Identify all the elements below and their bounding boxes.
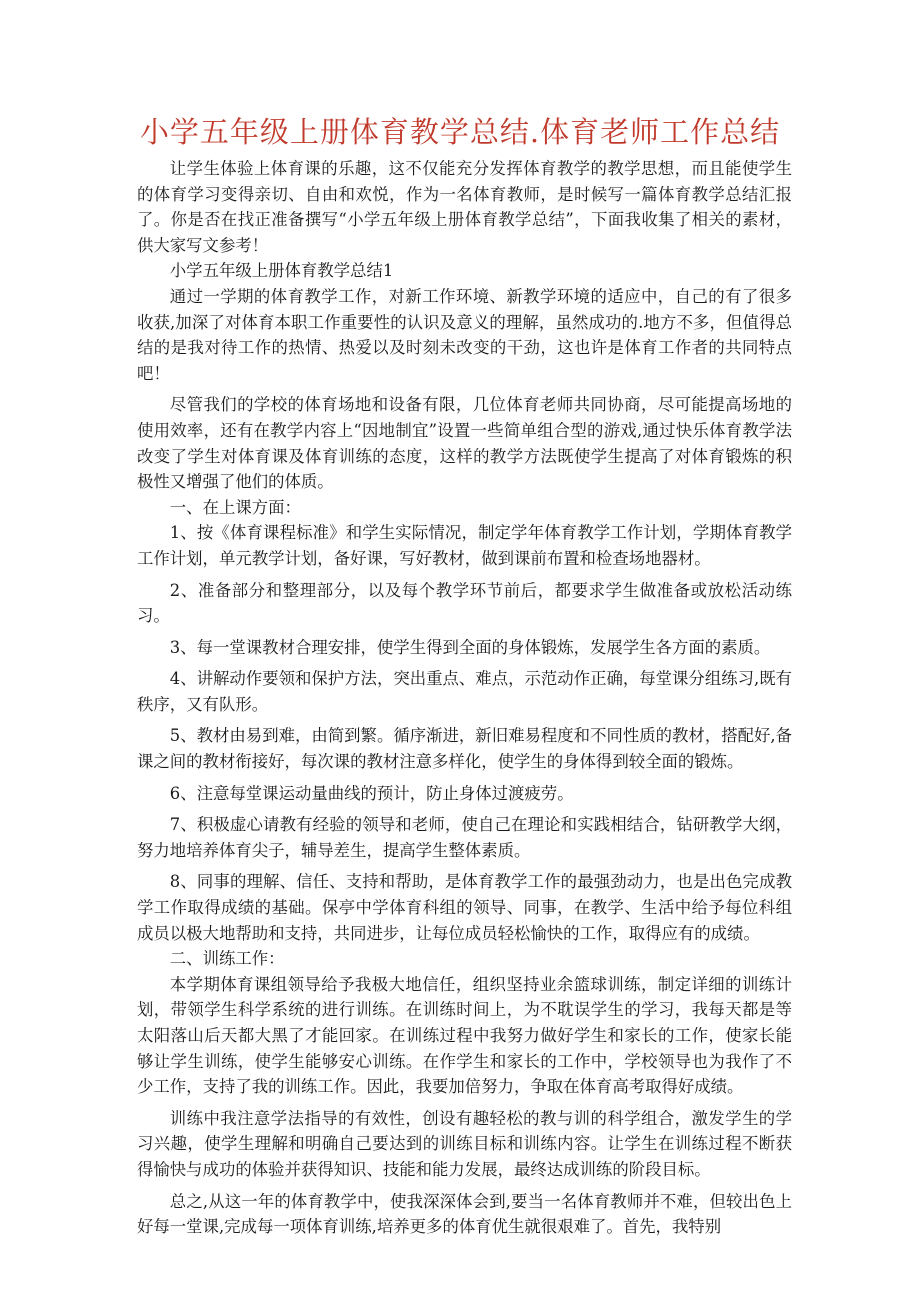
list-item: 1、按《体育课程标准》和学生实际情况，制定学年体育教学工作计划，学期体育教学工作计划，单元教学计划，备好课，写好教材，做到课前布置和检查场地器材。 <box>137 523 792 568</box>
section-heading: 二、训练工作： <box>169 949 285 969</box>
body-paragraph: 训练中我注意学法指导的有效性，创设有趣轻松的教与训的科学组合，激发学生的学习兴趣，使学生理解和明确自己要达到的训练目标和训练内容。让学生在训练过程不断获得愉快与成功的体验并获得知识、技能和能力发展，最终达成训练的阶段目标。 <box>137 1108 792 1179</box>
list-item: 4、讲解动作要领和保护方法，突出重点、难点，示范动作正确，每堂课分组练习,既有秩序，又有队形。 <box>137 669 792 714</box>
document-title: 小学五年级上册体育教学总结.体育老师工作总结 <box>139 115 781 149</box>
body-paragraph: 尽管我们的学校的体育场地和设备有限，几位体育老师共同协商，尽可能提高场地的使用效率，还有在教学内容上“因地制宜”设置一些简单组合型的游戏,通过快乐体育教学法改变了学生对体育课及体育训练的态度，这样的教学方法既使学生提高了对体育锻炼的积极性又增强了他们的体质。 <box>137 395 792 492</box>
list-item: 2、准备部分和整理部分，以及每个教学环节前后，都要求学生做准备或放松活动练习。 <box>137 580 792 626</box>
list-item: 8、同事的理解、信任、支持和帮助，是体育教学工作的最强劲动力，也是出色完成教学工作取得成绩的基础。保亭中学体育科组的领导、同事，在教学、生活中给予每位科组成员以极大地帮助和支持，共同进步，让每位成员轻松愉快的工作，取得应有的成绩。 <box>137 872 792 943</box>
list-item: 7、积极虚心请教有经验的领导和老师，使自己在理论和实践相结合，钻研教学大纲，努力地培养体育尖子，辅导差生，提高学生整体素质。 <box>137 815 792 860</box>
list-item: 6、注意每堂课运动量曲线的预计，防止身体过渡疲劳。 <box>169 783 574 803</box>
document-body <box>137 156 792 1240</box>
list-item: 5、教材由易到难，由简到繁。循序渐进，新旧难易程度和不同性质的教材，搭配好,备课之间的教材衔接好，每次课的教材注意多样化，使学生的身体得到较全面的锻炼。 <box>137 726 792 772</box>
list-item: 3、每一堂课教材合理安排，使学生得到全面的身体锻炼，发展学生各方面的素质。 <box>169 637 771 657</box>
section-heading: 小学五年级上册体育教学总结1 <box>169 261 394 281</box>
intro-paragraph: 让学生体验上体育课的乐趣，这不仅能充分发挥体育教学的教学思想，而且能使学生的体育学习变得亲切、自由和欢悦，作为一名体育教师，是时候写一篇体育教学总结汇报了。你是否在找正准备撰写“小学五年级上册体育教学总结”，下面我收集了相关的素材，供大家写文参考！ <box>137 159 792 255</box>
body-paragraph: 通过一学期的体育教学工作，对新工作环境、新教学环境的适应中，自己的有了很多收获,加深了对体育本职工作重要性的认识及意义的理解，虽然成功的.地方不多，但值得总结的是我对待工作的热情、热爱以及时刻未改变的干劲，这也许是体育工作者的共同特点吧！ <box>137 286 792 383</box>
section-heading: 一、在上课方面： <box>169 497 301 517</box>
body-paragraph: 本学期体育课组领导给予我极大地信任，组织坚持业余篮球训练，制定详细的训练计划，带领学生科学系统的进行训练。在训练时间上，为不耽误学生的学习，我每天都是等太阳落山后天都大黑了才能回家。在训练过程中我努力做好学生和家长的工作，使家长能够让学生训练，使学生能够安心训练。在作学生和家长的工作中，学校领导也为我作了不少工作，支持了我的训练工作。因此，我要加倍努力，争取在体育高考取得好成绩。 <box>137 974 792 1097</box>
body-paragraph: 总之,从这一年的体育教学中，使我深深体会到,要当一名体育教师并不难，但较出色上好每一堂课,完成每一项体育训练,培养更多的体育优生就很艰难了。首先，我特别 <box>137 1191 792 1237</box>
